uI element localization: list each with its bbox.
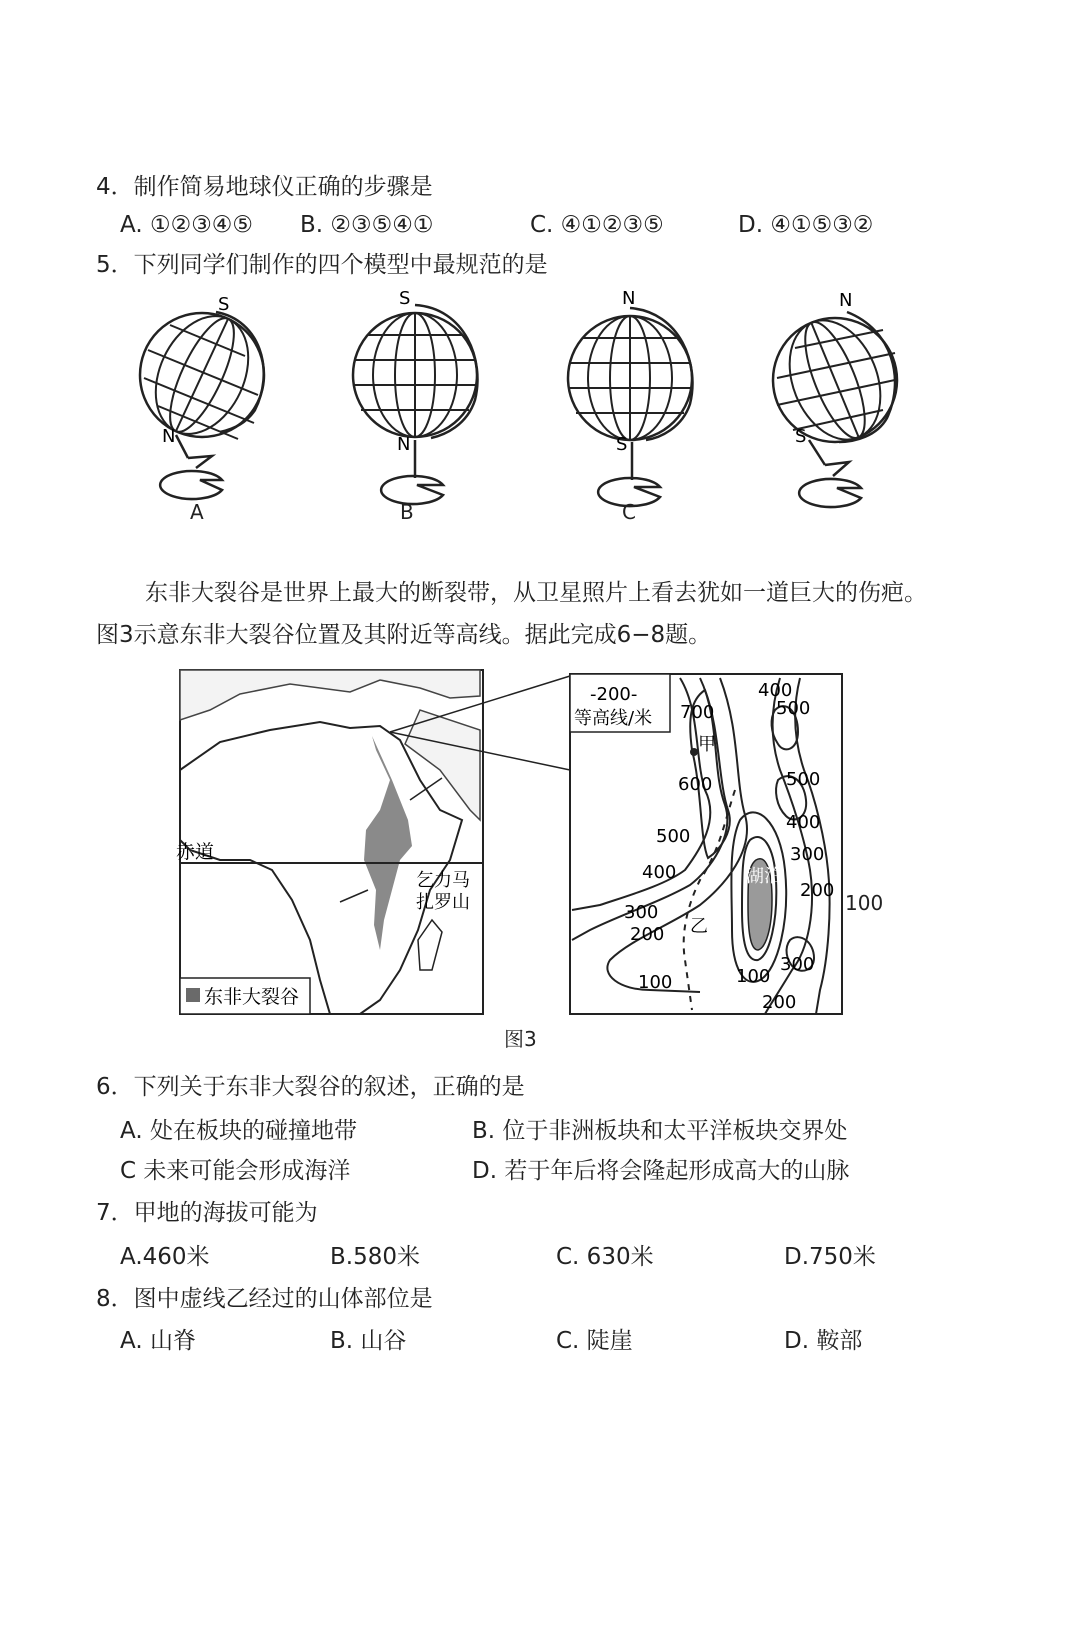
globe-c-caption: C	[622, 500, 636, 524]
point-jia-marker	[690, 748, 698, 756]
contour-label-200b: 200	[800, 880, 835, 901]
q4-option-d: D. ④①⑤③②	[738, 212, 874, 238]
globe-d-top-pole: N	[839, 290, 853, 311]
q7-stem: 7．甲地的海拔可能为	[96, 1200, 318, 1226]
q6-stem: 6．下列关于东非大裂谷的叙述，正确的是	[96, 1074, 525, 1100]
legend-swatch	[186, 988, 200, 1002]
contour-label-100-outside: 100	[845, 891, 884, 915]
q8-option-c: C. 陡崖	[556, 1328, 633, 1354]
lake-label: 湖泊	[746, 866, 782, 887]
point-yi-label: 乙	[690, 916, 708, 937]
figure-3-rift-valley-map	[176, 670, 845, 1020]
contour-label-300a: 300	[790, 844, 825, 865]
q8-option-d: D. 鞍部	[784, 1328, 863, 1354]
globe-a-caption: A	[190, 500, 204, 524]
contour-label-500b: 500	[656, 826, 691, 847]
globe-c-top-pole: N	[622, 288, 636, 309]
contour-label-100a: 100	[736, 966, 771, 987]
globe-a-top-pole: S	[218, 294, 230, 315]
contour-label-700: 700	[680, 702, 715, 723]
passage-line-1: 东非大裂谷是世界上最大的断裂带，从卫星照片上看去犹如一道巨大的伤疤。	[145, 580, 927, 606]
q7-option-a: A.460米	[120, 1244, 210, 1270]
q4-option-b: B. ②③⑤④①	[300, 212, 434, 238]
globe-b-caption: B	[400, 500, 414, 524]
globe-model-c	[562, 290, 712, 510]
globe-c-bottom-pole: S	[616, 434, 628, 455]
contour-label-600: 600	[678, 774, 713, 795]
globe-model-b	[345, 290, 495, 510]
contour-label-400c: 400	[786, 812, 821, 833]
globe-model-a	[130, 290, 280, 510]
globe-a-bottom-pole: N	[162, 426, 176, 447]
q6-option-c: C 未来可能会形成海洋	[120, 1158, 351, 1184]
globe-b-bottom-pole: N	[397, 434, 411, 455]
contour-label-400a: 400	[758, 680, 793, 701]
contour-label-500a: 500	[776, 698, 811, 719]
passage-line-2: 图3示意东非大裂谷位置及其附近等高线。据此完成6−8题。	[96, 622, 712, 648]
contour-label-300b: 300	[624, 902, 659, 923]
kilimanjaro-label-line1: 乞力马	[416, 870, 470, 891]
q4-stem: 4．制作简易地球仪正确的步骤是	[96, 174, 433, 200]
contour-label-200a: 200	[630, 924, 665, 945]
point-jia-label: 甲	[698, 734, 716, 755]
q4-option-c: C. ④①②③⑤	[530, 212, 664, 238]
q5-stem: 5．下列同学们制作的四个模型中最规范的是	[96, 252, 548, 278]
equator-label: 赤道	[176, 841, 215, 863]
contour-label-100b: 100	[638, 972, 673, 993]
q6-option-a: A. 处在板块的碰撞地带	[120, 1118, 357, 1144]
contour-label-400b: 400	[642, 862, 677, 883]
q8-stem: 8．图中虚线乙经过的山体部位是	[96, 1286, 433, 1312]
contour-legend-text: 等高线/米	[574, 708, 653, 729]
globe-model-d	[765, 290, 915, 510]
q8-option-a: A. 山脊	[120, 1328, 196, 1354]
q4-option-a: A. ①②③④⑤	[120, 212, 254, 238]
contour-label-200c: 200	[762, 992, 797, 1013]
q7-option-c: C. 630米	[556, 1244, 654, 1270]
globe-d-bottom-pole: S	[795, 426, 807, 447]
q6-option-b: B. 位于非洲板块和太平洋板块交界处	[472, 1118, 848, 1144]
globe-b-top-pole: S	[399, 288, 411, 309]
legend-label: 东非大裂谷	[204, 986, 300, 1008]
q7-option-d: D.750米	[784, 1244, 876, 1270]
contour-label-300c: 300	[780, 954, 815, 975]
kilimanjaro-label-line2: 扎罗山	[416, 892, 470, 913]
contour-legend-value: -200-	[590, 684, 638, 705]
contour-label-500c: 500	[786, 769, 821, 790]
q8-option-b: B. 山谷	[330, 1328, 407, 1354]
q6-option-d: D. 若于年后将会隆起形成高大的山脉	[472, 1158, 850, 1184]
figure-3-caption: 图3	[504, 1027, 537, 1051]
q7-option-b: B.580米	[330, 1244, 420, 1270]
